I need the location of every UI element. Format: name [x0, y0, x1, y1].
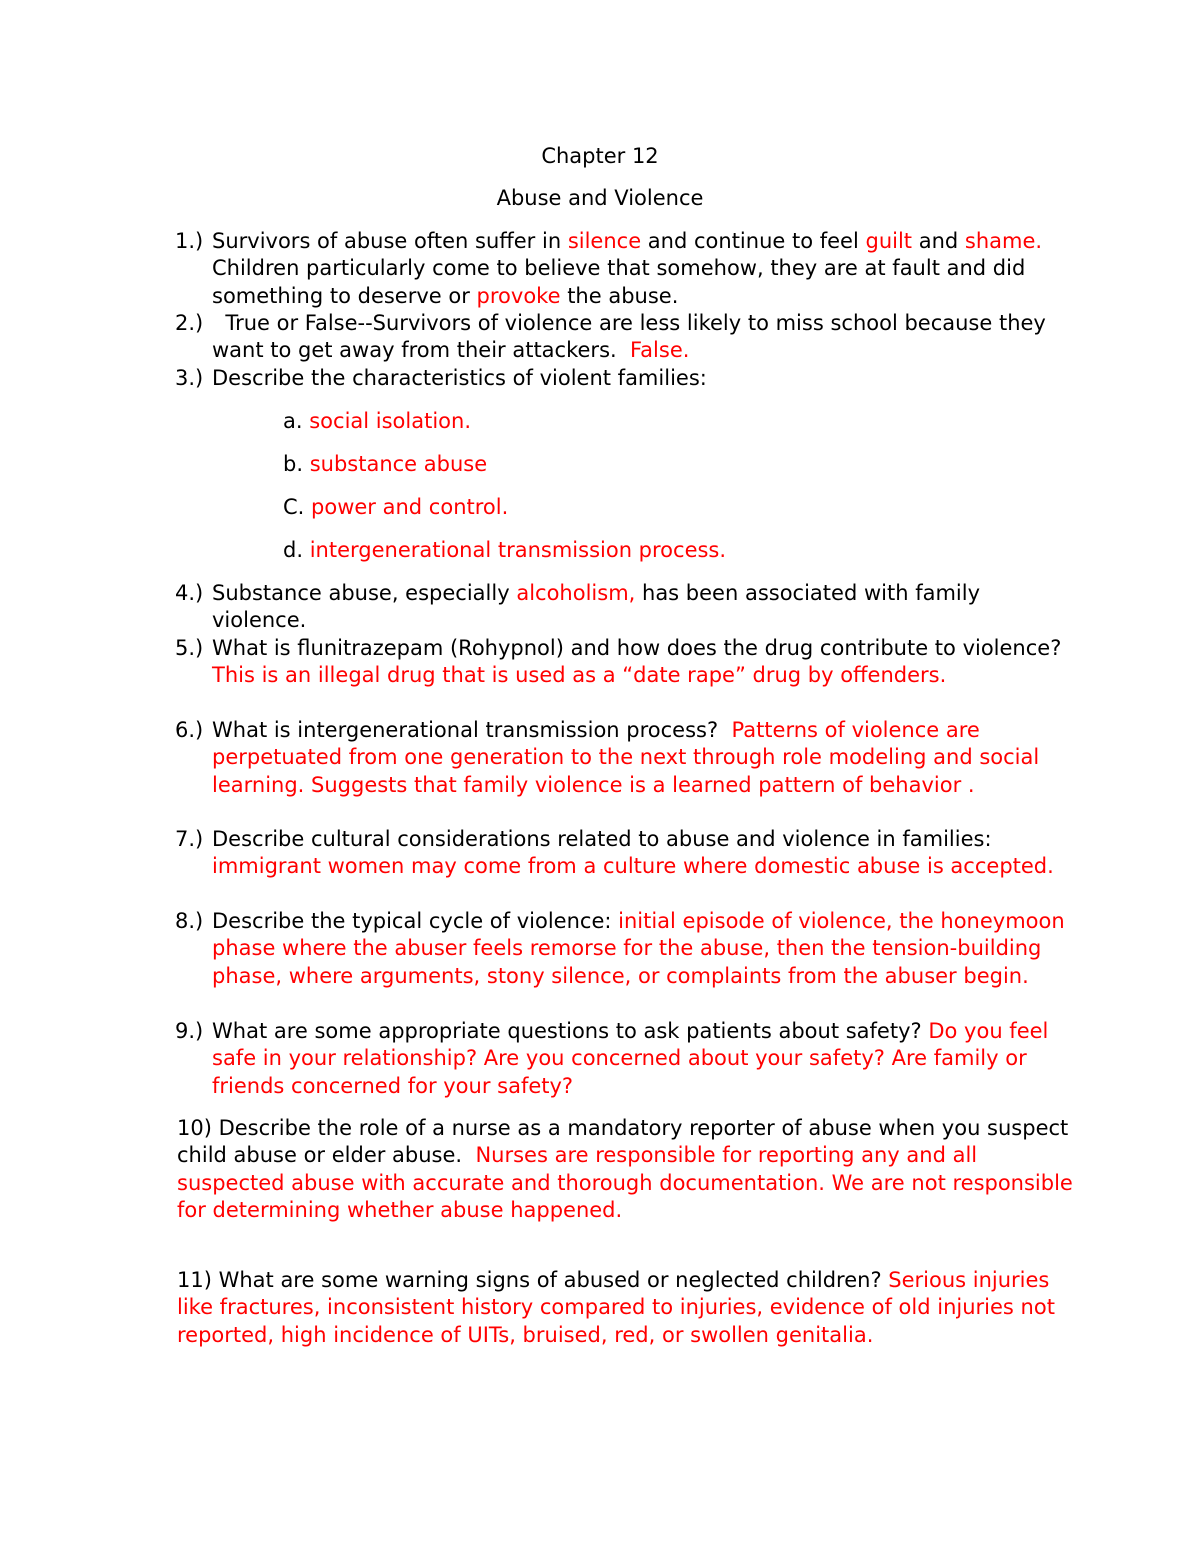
question-number: 1.) — [175, 229, 204, 253]
question-text: Describe the characteristics of violent families: — [212, 366, 707, 390]
answer-text: social isolation. — [309, 409, 472, 433]
question-text — [212, 635, 1075, 690]
question-number: 2.) — [175, 311, 204, 335]
question-fragment: 11) What are some warning signs of abused or neglected children? — [177, 1268, 889, 1292]
question-text — [212, 908, 1075, 990]
list-item — [283, 494, 508, 521]
question-9 — [175, 1018, 1075, 1100]
question-11 — [177, 1267, 1077, 1349]
question-fragment: the abuse. — [560, 283, 679, 308]
question-5 — [175, 635, 1075, 690]
question-1 — [175, 228, 1075, 310]
question-number: 7.) — [175, 827, 204, 851]
answer-text: shame. — [964, 229, 1043, 253]
question-8 — [175, 908, 1075, 990]
answer-text: alcoholism, — [516, 581, 636, 605]
answer-text: substance abuse — [309, 452, 488, 476]
answer-text: This is an illegal drug that is used as a “date rape” drug by offenders. — [212, 663, 947, 688]
question-number: 8.) — [175, 909, 204, 933]
answer-text: Patterns of violence are perpetuated from one generation to the next through role modeling and social learning. Suggests that family violence is a learned pattern of behavior . — [212, 718, 1046, 797]
answer-text: silence — [567, 229, 642, 253]
question-text — [212, 826, 1075, 881]
question-fragment: What are some appropriate questions to ask patients about safety? — [212, 1019, 929, 1043]
answer-text: guilt — [865, 229, 913, 253]
question-fragment: Children particularly come to believe that somehow, they are at fault and did something to deserve or — [212, 256, 1026, 308]
question-6 — [175, 717, 1075, 799]
question-fragment: Describe cultural considerations related to abuse and violence in families: — [212, 827, 992, 851]
answer-text: power and control. — [311, 495, 509, 519]
question-7 — [175, 826, 1075, 881]
list-item — [283, 537, 726, 564]
question-text — [212, 228, 1075, 310]
question-text — [212, 717, 1075, 799]
question-fragment: has been associated with family violence. — [212, 581, 981, 633]
question-fragment: What is flunitrazepam (Rohypnol) and how does the drug contribute to violence? — [212, 636, 1075, 660]
list-item-label: b. — [283, 452, 304, 476]
chapter-subtitle: Abuse and Violence — [496, 186, 704, 210]
question-10 — [177, 1115, 1077, 1224]
question-4 — [175, 580, 1075, 635]
question-text — [212, 1018, 1075, 1100]
question-fragment: Describe the typical cycle of violence: — [212, 909, 619, 933]
list-item — [283, 408, 471, 435]
list-item-label: C. — [283, 495, 305, 519]
answer-text: False. — [630, 338, 690, 363]
question-text — [212, 580, 1075, 635]
question-number: 6.) — [175, 718, 204, 742]
answer-text: initial episode of violence, the honeymoon phase where the abuser feels remorse for the abuse, then the tension-building phase, where arguments, stony silence, or complaints from the abuser begin. — [212, 909, 1065, 988]
question-fragment: 10) Describe the role of a nurse as a mandatory reporter of abuse when you suspect child abuse or elder abuse. — [177, 1116, 1075, 1168]
question-fragment: and continue to feel — [641, 229, 866, 253]
answer-text: immigrant women may come from a culture where domestic abuse is accepted. — [212, 854, 1054, 879]
question-number: 4.) — [175, 581, 204, 605]
chapter-title: Chapter 12 — [541, 144, 659, 168]
list-item-label: a. — [283, 409, 303, 433]
question-3 — [175, 365, 1075, 392]
question-2 — [175, 310, 1075, 365]
question-number: 5.) — [175, 636, 204, 660]
question-fragment: Substance abuse, especially — [212, 581, 517, 605]
question-fragment: Survivors of abuse often suffer in — [212, 229, 568, 253]
question-fragment: True or False--Survivors of violence are less likely to miss school because they want to get away from their attackers. — [212, 311, 1053, 363]
answer-text: Serious injuries like fractures, inconsistent history compared to injuries, evidence of old injuries not reported, high incidence of UITs, bruised, red, or swollen genitalia. — [177, 1268, 1055, 1347]
question-number: 9.) — [175, 1019, 204, 1043]
question-text — [212, 310, 1075, 365]
list-item — [283, 451, 487, 478]
answer-text: Do you feel safe in your relationship? Are you concerned about your safety? Are family or friends concerned for your safety? — [212, 1019, 1049, 1098]
question-fragment: and — [912, 229, 965, 253]
answer-text: Nurses are responsible for reporting any and all suspected abuse with accurate and thorough documentation. We are not responsible for determining whether abuse happened. — [177, 1143, 1073, 1222]
list-item-label: d. — [283, 538, 304, 562]
question-fragment: What is intergenerational transmission process? — [212, 718, 732, 742]
answer-text: provoke — [476, 283, 561, 308]
answer-text: intergenerational transmission process. — [309, 538, 727, 562]
question-number: 3.) — [175, 366, 204, 390]
